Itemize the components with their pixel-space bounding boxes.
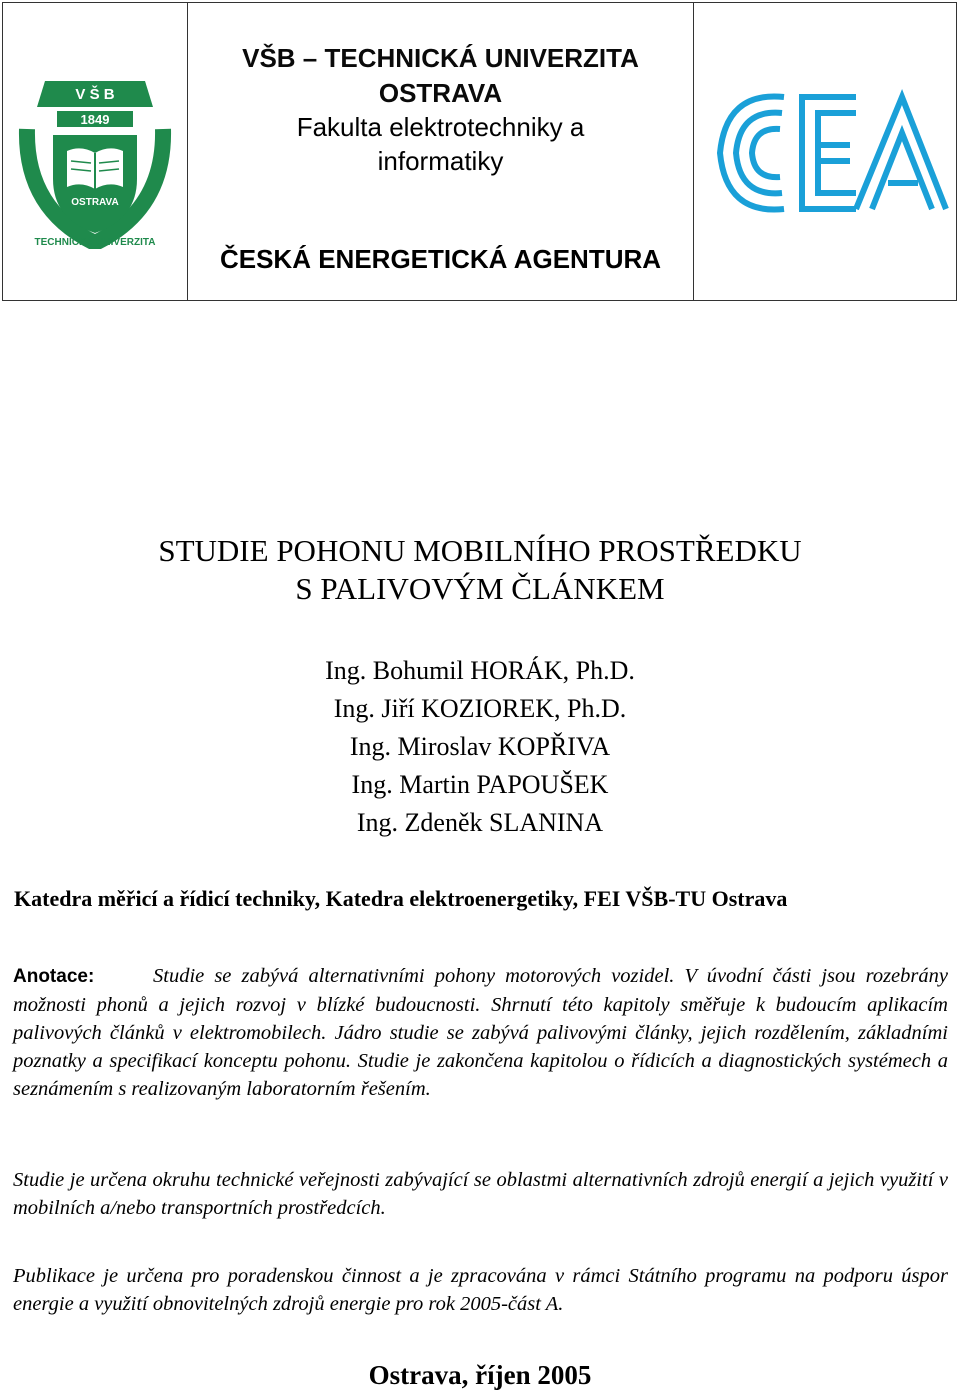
author-name: Ing. Miroslav KOPŘIVA <box>349 732 611 761</box>
study-title <box>0 532 960 608</box>
vsb-university-logo <box>15 59 175 249</box>
audience-paragraph: Studie je určena okruhu technické veřejnosti zabývající se oblastmi alternativních zdrojů energií a jejich využití v mobilních a/nebo transportních prostředcích. <box>13 1169 948 1219</box>
department-line: Katedra měřicí a řídicí techniky, Katedra elektroenergetiky, FEI VŠB-TU Ostrava <box>14 886 788 911</box>
place-and-date: Ostrava, říjen 2005 <box>368 1360 592 1390</box>
faculty-name <box>188 110 693 178</box>
author-name: Ing. Jiří KOZIOREK, Ph.D. <box>333 694 627 723</box>
author-name: Ing. Zdeněk SLANINA <box>356 808 604 837</box>
study-title-line1: STUDIE POHONU MOBILNÍHO PROSTŘEDKU <box>158 533 802 568</box>
header-table <box>2 2 957 301</box>
university-name <box>188 41 693 111</box>
faculty-name-line2: informatiky <box>377 146 504 176</box>
cea-agency-logo <box>706 83 950 223</box>
publication-paragraph: Publikace je určena pro poradenskou činnost a je zpracována v rámci Státního programu na podporu úspor energie a využití obnovitelných zdrojů energie pro rok 2005-část A. <box>13 1265 948 1315</box>
vsb-logo-year: 1849 <box>80 112 110 127</box>
university-name-line1: VŠB – TECHNICKÁ UNIVERZITA <box>242 43 639 73</box>
vsb-logo-top-text: V Š B <box>75 86 115 103</box>
agency-name: ČESKÁ ENERGETICKÁ AGENTURA <box>219 244 662 274</box>
author-name: Ing. Martin PAPOUŠEK <box>351 770 609 799</box>
vsb-logo-inner-text: OSTRAVA <box>71 197 119 208</box>
university-name-line2: OSTRAVA <box>378 78 503 108</box>
abstract-text: Studie se zabývá alternativními pohony motorových vozidel. V úvodní části jsou rozebrány možnosti phonů a jejich rozvoj v blízké budoucnosti. Shrnutí této kapitoly směřuje k budoucím aplikacím palivových článků v elektromobilech. Jádro studie se zabývá palivovými články, jejich rozdělením, základními poznatky a specifikací konceptu pohonu. Studie je zakončena kapitolou o řídicích a diagnostických systémech a seznámením s realizovaným laboratorním řešením. <box>13 965 948 1100</box>
faculty-name-line1: Fakulta elektrotechniky a <box>296 112 585 142</box>
header-cell-middle <box>188 3 694 300</box>
abstract-paragraph <box>13 962 948 1103</box>
header-cell-left <box>3 3 188 300</box>
author-name: Ing. Bohumil HORÁK, Ph.D. <box>325 656 635 685</box>
vsb-logo-ring-text: TECHNICKÁ UNIVERZITA <box>34 237 156 248</box>
author-list <box>0 652 960 842</box>
study-title-line2: S PALIVOVÝM ČLÁNKEM <box>295 571 665 606</box>
abstract-label: Anotace: <box>13 966 95 987</box>
header-cell-right <box>694 3 956 300</box>
